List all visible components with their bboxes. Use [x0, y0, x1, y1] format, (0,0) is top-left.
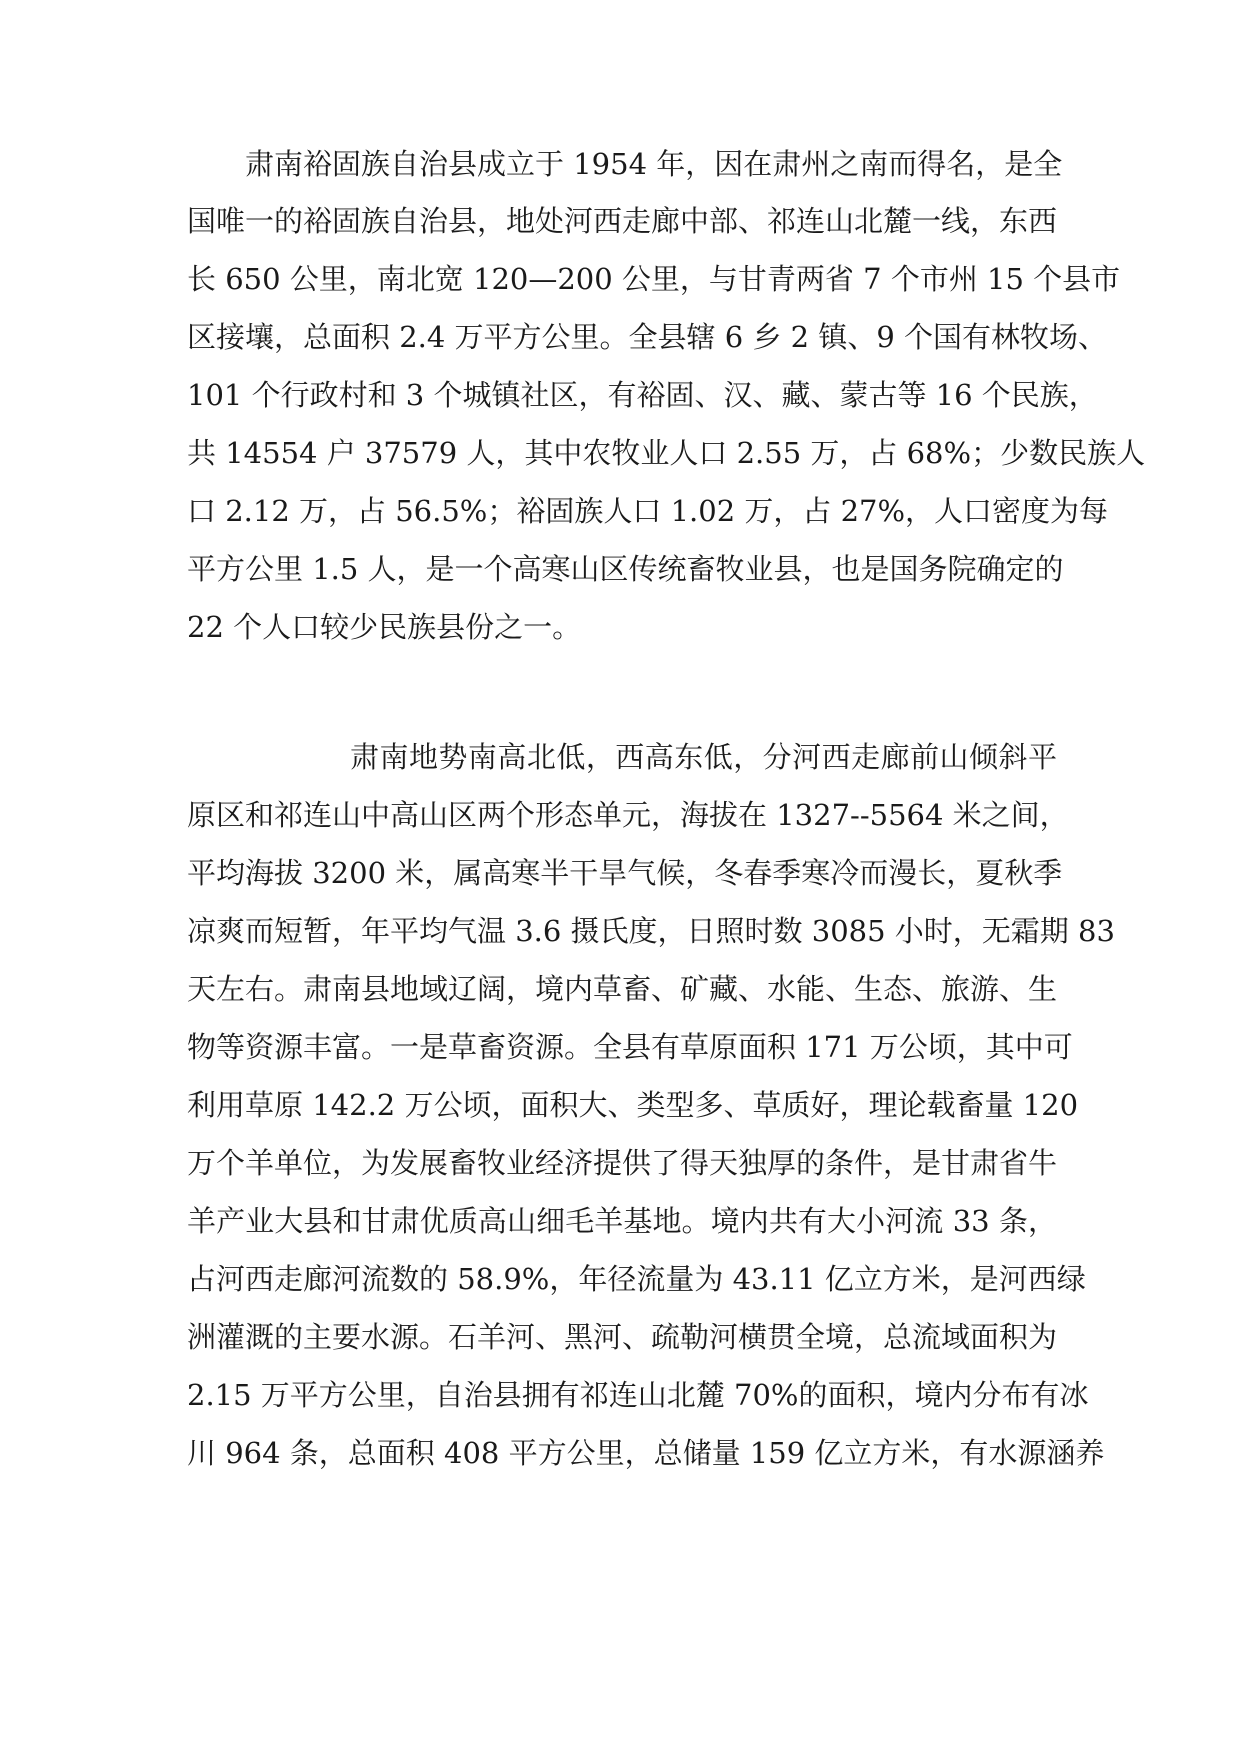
paragraph-line: 2.15 万平方公里，自治县拥有祁连山北麓 70%的面积，境内分布有冰	[187, 1378, 1089, 1412]
paragraph-line: 占河西走廊河流数的 58.9%，年径流量为 43.11 亿立方米，是河西绿	[187, 1262, 1086, 1296]
paragraph-line: 天左右。肃南县地域辽阔，境内草畜、矿藏、水能、生态、旅游、生	[187, 972, 1058, 1006]
paragraph-line: 口 2.12 万，占 56.5%；裕固族人口 1.02 万，占 27%，人口密度为每	[187, 494, 1109, 528]
paragraph-line: 川 964 条，总面积 408 平方公里，总储量 159 亿立方米，有水源涵养	[187, 1436, 1105, 1470]
paragraph-line: 区接壤，总面积 2.4 万平方公里。全县辖 6 乡 2 镇、9 个国有林牧场、	[187, 320, 1108, 354]
paragraph-line: 利用草原 142.2 万公顷，面积大、类型多、草质好，理论载畜量 120	[187, 1088, 1079, 1122]
paragraph-line: 22 个人口较少民族县份之一。	[187, 610, 582, 644]
paragraph-line: 国唯一的裕固族自治县，地处河西走廊中部、祁连山北麓一线，东西	[187, 204, 1058, 238]
paragraph-line: 原区和祁连山中高山区两个形态单元，海拔在 1327--5564 米之间，	[187, 798, 1069, 832]
paragraph-line: 羊产业大县和甘肃优质高山细毛羊基地。境内共有大小河流 33 条，	[187, 1204, 1057, 1238]
paragraph-line: 平均海拔 3200 米，属高寒半干旱气候，冬春季寒冷而漫长，夏秋季	[187, 856, 1063, 890]
paragraph-line: 凉爽而短暂，年平均气温 3.6 摄氏度，日照时数 3085 小时，无霜期 83	[187, 914, 1115, 948]
paragraph-line: 肃南裕固族自治县成立于 1954 年，因在肃州之南而得名，是全	[245, 147, 1063, 181]
paragraph-line: 长 650 公里，南北宽 120—200 公里，与甘青两省 7 个市州 15 个县市	[187, 262, 1121, 296]
paragraph-line: 101 个行政村和 3 个城镇社区，有裕固、汉、藏、蒙古等 16 个民族，	[187, 378, 1098, 412]
paragraph-line: 物等资源丰富。一是草畜资源。全县有草原面积 171 万公顷，其中可	[187, 1030, 1073, 1064]
paragraph-line: 洲灌溉的主要水源。石羊河、黑河、疏勒河横贯全境，总流域面积为	[187, 1320, 1058, 1354]
paragraph-line: 肃南地势南高北低，西高东低，分河西走廊前山倾斜平	[350, 740, 1057, 774]
paragraph-line: 平方公里 1.5 人，是一个高寒山区传统畜牧业县，也是国务院确定的	[187, 552, 1064, 586]
paragraph-line: 万个羊单位，为发展畜牧业经济提供了得天独厚的条件，是甘肃省牛	[187, 1146, 1058, 1180]
paragraph-line: 共 14554 户 37579 人，其中农牧业人口 2.55 万，占 68%；少数民族人	[187, 436, 1146, 470]
